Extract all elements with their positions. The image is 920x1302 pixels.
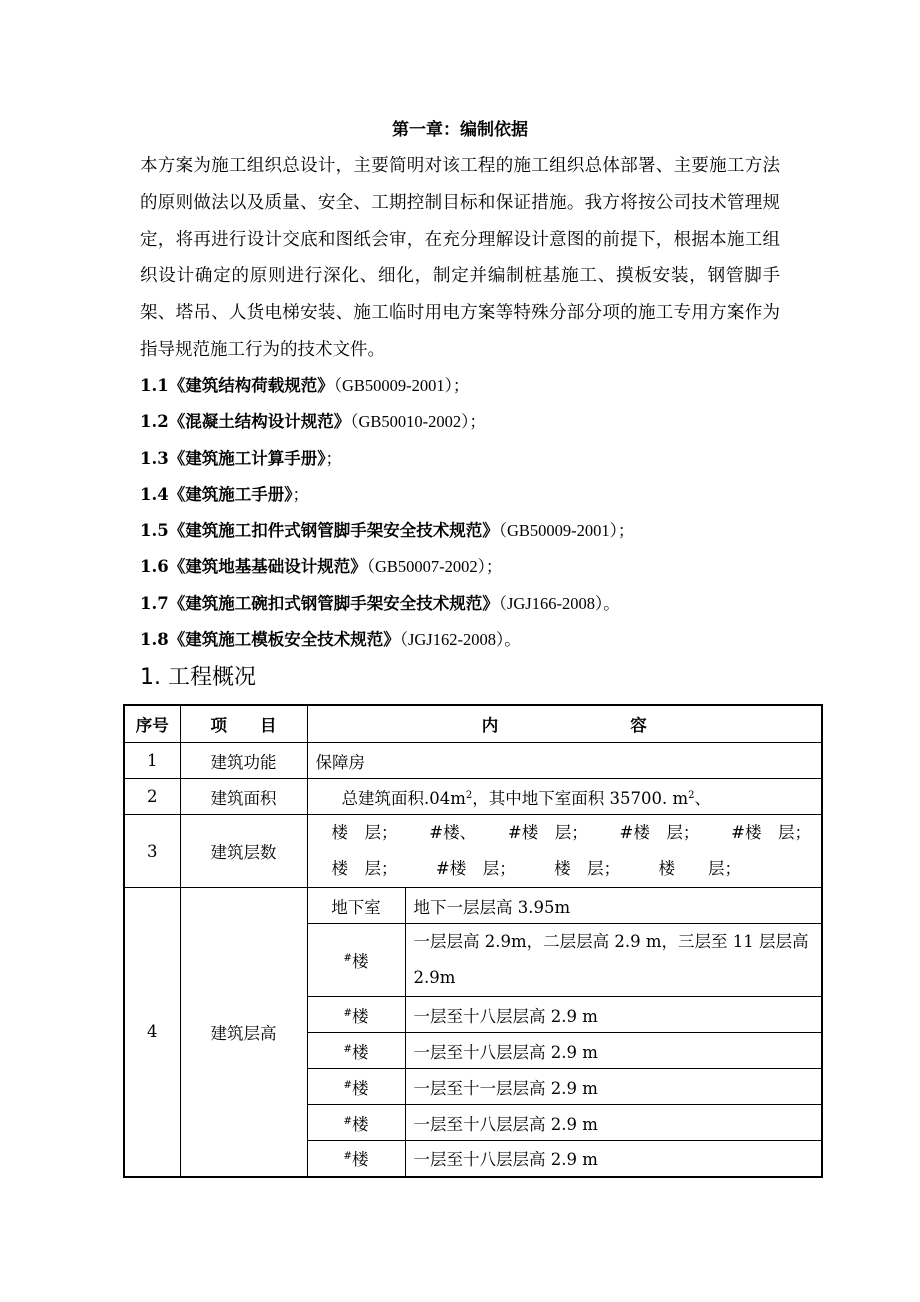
cell-content: 保障房 <box>307 743 822 779</box>
intro-paragraph: 本方案为施工组织总设计，主要简明对该工程的施工组织总体部署、主要施工方法的原则做法以及质量、安全、工期控制目标和保证措施。我方将按公司技术管理规定，将再进行设计交底和图纸会审，在充分理解设计意图的前提下，根据本施工组织设计确定的原则进行深化、细化，制定并编制桩基施工、摸板安装，钢管脚手架、塔吊、人货电梯安装、施工临时用电方案等特殊分部分项的施工专用方案作为指导规范施工行为的技术文件。 <box>140 156 780 360</box>
cell-height: 地下一层层高 3.95m <box>405 888 822 924</box>
section-title: 1. 工程概况 <box>140 665 256 690</box>
cell-building: #楼 <box>307 1141 405 1177</box>
cell-height: 一层层高 2.9m，二层层高 2.9 m，三层至 11 层层高 2.9m <box>405 924 822 997</box>
cell-building: #楼 <box>307 924 405 997</box>
cell-building: #楼 <box>307 1105 405 1141</box>
cell-content: 总建筑面积$.04m^2$，其中地下室面积 35700. $m^2$、 <box>307 779 822 815</box>
cell-building: 地下室 <box>307 888 405 924</box>
cell-seq: 4 <box>124 888 180 1177</box>
table-row <box>124 815 822 888</box>
header-seq: 序号 <box>124 705 180 743</box>
cell-height: 一层至十八层层高 2.9 m <box>405 1033 822 1069</box>
cell-seq: 2 <box>124 779 180 815</box>
cell-height: 一层至十一层层高 2.9 m <box>405 1069 822 1105</box>
cell-item: 建筑面积 <box>180 779 307 815</box>
table-row <box>124 743 822 779</box>
reference-item: 1.6《建筑地基基础设计规范》（GB50007-2002）； <box>140 557 503 577</box>
reference-item: 1.1《建筑结构荷载规范》（GB50009-2001）； <box>140 376 470 395</box>
reference-item: 1.5《建筑施工扣件式钢管脚手架安全技术规范》（GB50009-2001）； <box>140 521 635 541</box>
cell-item: 建筑层数 <box>180 815 307 888</box>
table-header-row <box>124 705 822 743</box>
reference-item: 1.8《建筑施工模板安全技术规范》（JGJ162-2008）。 <box>140 630 521 650</box>
cell-item: 建筑层高 <box>180 888 307 1177</box>
cell-building: #楼 <box>307 997 405 1033</box>
header-item: 项 目 <box>180 705 307 743</box>
cell-height: 一层至十八层层高 2.9 m <box>405 1105 822 1141</box>
chapter-title: 第一章：编制依据 <box>392 120 528 140</box>
reference-item: 1.2《混凝土结构设计规范》（GB50010-2002）； <box>140 412 486 432</box>
project-overview-table <box>123 704 823 1178</box>
reference-item: 1.7《建筑施工碗扣式钢管脚手架安全技术规范》（JGJ166-2008）。 <box>140 593 620 613</box>
table-row <box>124 779 822 815</box>
cell-height: 一层至十八层层高 2.9 m <box>405 1141 822 1177</box>
cell-building: #楼 <box>307 1033 405 1069</box>
table-row <box>124 888 822 924</box>
cell-seq: 3 <box>124 815 180 888</box>
cell-seq: 1 <box>124 743 180 779</box>
cell-height: 一层至十八层层高 2.9 m <box>405 997 822 1033</box>
reference-item: 1.4《建筑施工手册》； <box>140 484 309 504</box>
header-content: 内 容 <box>307 705 822 743</box>
cell-item: 建筑功能 <box>180 743 307 779</box>
reference-list <box>140 368 634 658</box>
cell-building: #楼 <box>307 1069 405 1105</box>
cell-content: 楼 层； #楼、 #楼 层； #楼 层； #楼 层； 楼 层； #楼 层； 楼 层； 楼 层； <box>307 815 822 888</box>
reference-item: 1.3《建筑施工计算手册》； <box>140 448 342 468</box>
